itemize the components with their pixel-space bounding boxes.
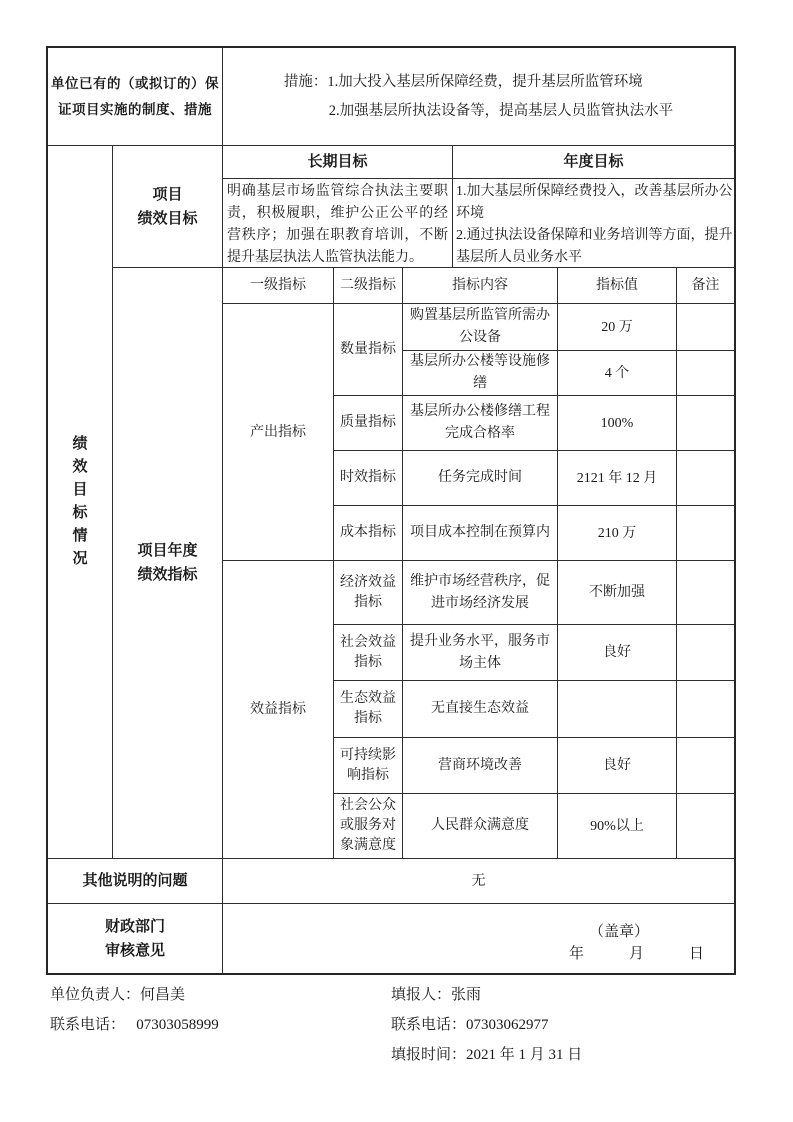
annual-indicators-label-cell xyxy=(113,268,223,859)
indicator-value-row4: 2121 年 12 月 xyxy=(558,451,677,506)
measures-line2: 2.加强基层所执法设备等，提高基层人员监管执法水平 xyxy=(328,102,674,119)
footer-left-column xyxy=(50,980,391,1070)
header-value: 指标值 xyxy=(558,268,677,304)
indicator-value-row7: 良好 xyxy=(558,625,677,681)
level1-benefit-cell: 效益指标 xyxy=(223,561,334,859)
indicator-value-row5: 210 万 xyxy=(558,506,677,561)
fill-date-line: 填报时间：2021 年 1 月 31 日 xyxy=(391,1047,583,1063)
indicator-content-row5: 项目成本控制在预算内 xyxy=(403,506,558,561)
measures-label-cell xyxy=(48,48,223,146)
level2-quality-cell: 质量指标 xyxy=(334,396,403,451)
finance-review-content xyxy=(223,904,734,973)
side-label-cell xyxy=(48,146,113,859)
level2-sustainability-cell: 可持续影响指标 xyxy=(334,738,403,794)
filler-phone-line: 联系电话：07303062977 xyxy=(391,1017,549,1033)
indicator-content-row4: 任务完成时间 xyxy=(403,451,558,506)
stamp-placeholder-text: （盖章） xyxy=(588,924,649,940)
annual-goal-line2: 2.通过执法设备保障和业务培训等方面，提升基层所人员业务水平 xyxy=(456,228,733,265)
indicator-note-row10 xyxy=(677,794,734,859)
indicator-content-row7: 提升业务水平，服务市场主体 xyxy=(403,625,558,681)
long-term-goal-header: 长期目标 xyxy=(223,146,453,179)
annual-goal-header: 年度目标 xyxy=(453,146,734,179)
indicator-note-row6 xyxy=(677,561,734,625)
finance-review-label xyxy=(48,904,223,973)
indicator-note-row3 xyxy=(677,396,734,451)
indicator-content-row2: 基层所办公楼等设施修缮 xyxy=(403,351,558,396)
unit-head-line: 单位负责人：何昌美 xyxy=(50,987,186,1003)
indicator-content-row8: 无直接生态效益 xyxy=(403,681,558,738)
date-placeholder-text: 年 月 日 xyxy=(568,946,704,962)
project-goal-label-cell xyxy=(113,146,223,268)
measures-label-line1: 单位已有的（或拟订的）保 xyxy=(51,75,219,91)
long-term-goal-text: 明确基层市场监管综合执法主要职责，积极履职，维护公正公平的经营秩序；加强在职教育培训，不断提升基层执法人监管执法能力。 xyxy=(223,179,453,268)
project-goal-label-line2: 绩效目标 xyxy=(137,210,198,227)
level2-quantity-cell: 数量指标 xyxy=(334,304,403,396)
indicator-value-row1: 20 万 xyxy=(558,304,677,351)
indicator-content-row10: 人民群众满意度 xyxy=(403,794,558,859)
level2-timeliness-cell: 时效指标 xyxy=(334,451,403,506)
unit-phone-line: 联系电话： 07303058999 xyxy=(50,1017,219,1033)
annual-indicators-label-line1: 项目年度 xyxy=(137,543,198,559)
indicator-note-row9 xyxy=(677,738,734,794)
indicator-note-row4 xyxy=(677,451,734,506)
indicator-value-row2: 4 个 xyxy=(558,351,677,396)
indicator-value-row6: 不断加强 xyxy=(558,561,677,625)
header-level2: 二级指标 xyxy=(334,268,403,304)
header-level1: 一级指标 xyxy=(223,268,334,304)
finance-review-label-line2: 审核意见 xyxy=(104,942,165,959)
filler-name-line: 填报人：张雨 xyxy=(391,987,482,1003)
level2-economic-cell: 经济效益指标 xyxy=(334,561,403,625)
other-notes-label: 其他说明的问题 xyxy=(48,859,223,904)
finance-review-label-line1: 财政部门 xyxy=(104,918,165,935)
annual-goal-line1: 1.加大基层所保障经费投入，改善基层所办公环境 xyxy=(456,184,733,221)
measures-content-cell xyxy=(223,48,734,146)
header-content: 指标内容 xyxy=(403,268,558,304)
level2-ecological-cell: 生态效益指标 xyxy=(334,681,403,738)
side-label-vertical-text: 绩效目标情况 xyxy=(72,436,88,567)
indicator-content-row3: 基层所办公楼修缮工程完成合格率 xyxy=(403,396,558,451)
measures-content-text xyxy=(284,68,673,126)
indicator-content-row6: 维护市场经营秩序，促进市场经济发展 xyxy=(403,561,558,625)
indicator-note-row1 xyxy=(677,304,734,351)
measures-label-line2: 证项目实施的制度、措施 xyxy=(58,101,212,117)
measures-line1: 措施：1.加大投入基层所保障经费，提升基层所监管环境 xyxy=(283,73,643,90)
performance-target-table xyxy=(46,46,736,975)
indicator-note-row7 xyxy=(677,625,734,681)
indicator-value-row10: 90%以上 xyxy=(558,794,677,859)
level2-satisfaction-cell: 社会公众或服务对象满意度 xyxy=(334,794,403,859)
project-goal-label-line1: 项目 xyxy=(152,186,183,203)
header-note: 备注 xyxy=(677,268,734,304)
level2-social-cell: 社会效益指标 xyxy=(334,625,403,681)
indicator-value-row8 xyxy=(558,681,677,738)
indicator-value-row3: 100% xyxy=(558,396,677,451)
indicator-note-row5 xyxy=(677,506,734,561)
annual-indicators-label-line2: 绩效指标 xyxy=(137,567,198,583)
footer-contacts xyxy=(50,980,750,1070)
level1-output-cell: 产出指标 xyxy=(223,304,334,561)
indicator-note-row2 xyxy=(677,351,734,396)
annual-goal-text xyxy=(453,179,734,268)
indicator-value-row9: 良好 xyxy=(558,738,677,794)
level2-cost-cell: 成本指标 xyxy=(334,506,403,561)
footer-right-column xyxy=(391,980,750,1070)
indicator-content-row9: 营商环境改善 xyxy=(403,738,558,794)
indicator-content-row1: 购置基层所监管所需办公设备 xyxy=(403,304,558,351)
other-notes-content: 无 xyxy=(223,859,734,904)
indicator-note-row8 xyxy=(677,681,734,738)
